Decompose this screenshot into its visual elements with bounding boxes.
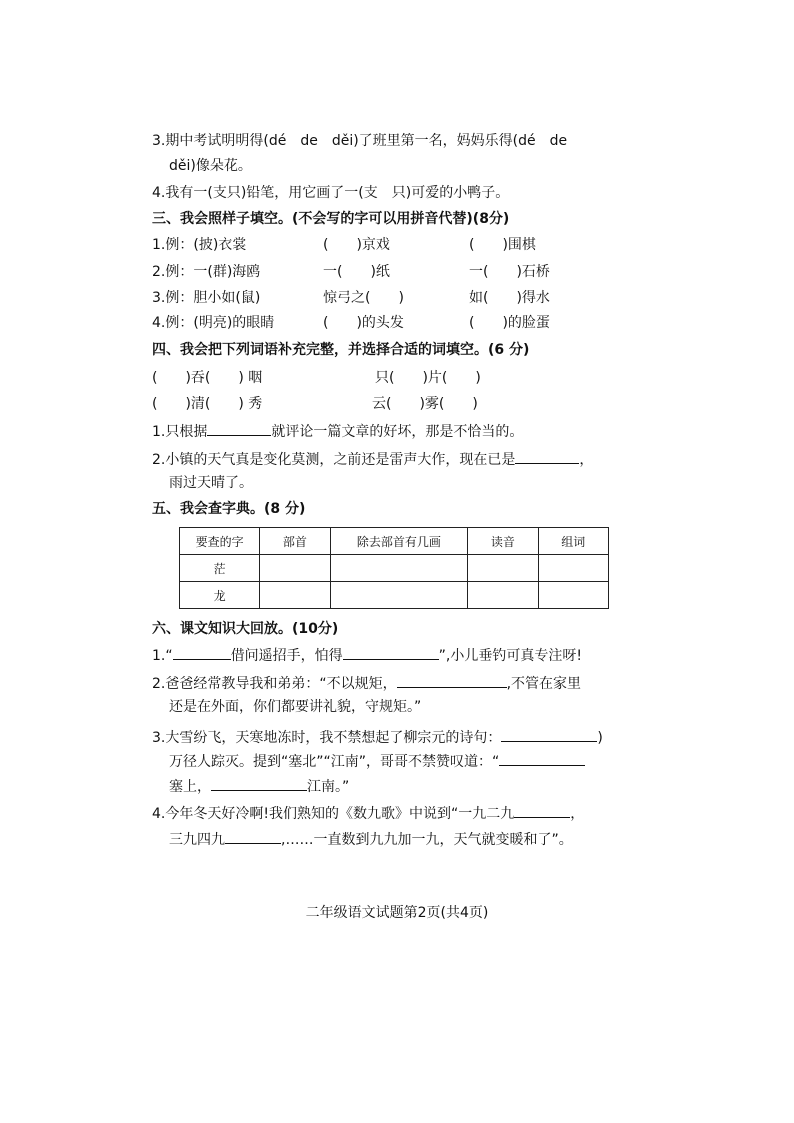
cell-blank[interactable] — [538, 582, 608, 609]
q3-2-blank-a[interactable]: 一( )纸 — [323, 264, 390, 280]
q4-sentence-2-cont: 雨过天晴了。 — [169, 475, 253, 491]
q3-4-example: 4.例：(明亮)的眼睛 — [152, 315, 275, 331]
q6-3-blank-3[interactable] — [211, 776, 307, 791]
q6-3 — [152, 727, 603, 748]
q6-4-d: ,……一直数到九九加一九，天气就变暖和了”。 — [281, 832, 573, 848]
row-char: 龙 — [180, 582, 260, 609]
q6-3-e: 江南。” — [307, 779, 350, 795]
q6-4-cont — [169, 829, 573, 850]
col-radical: 部首 — [260, 528, 330, 555]
q3-1-example: 1.例：(披)衣裳 — [152, 237, 247, 253]
section-5-title: 五、我会查字典。(8 分) — [152, 501, 306, 517]
table-row — [180, 582, 609, 609]
q6-1-c: ”,小儿垂钓可真专注呀! — [438, 648, 582, 664]
q6-4-blank-1[interactable] — [514, 803, 570, 818]
q4-sentence-2 — [152, 449, 593, 470]
cell-blank[interactable] — [538, 555, 608, 582]
q2-3-line1: 3.期中考试明明得(dé de děi)了班里第一名，妈妈乐得(dé de — [152, 133, 568, 149]
q6-3-cont2 — [169, 776, 349, 797]
q4-word-4[interactable]: 云( )雾( ) — [372, 396, 478, 412]
q2-3-line2: děi)像朵花。 — [169, 158, 252, 174]
q4-s1-end: 就评论一篇文章的好坏，那是不恰当的。 — [271, 424, 524, 440]
q6-1-b: 借问遥招手，怕得 — [230, 648, 343, 664]
row-char: 茫 — [180, 555, 260, 582]
q6-2-a: 2.爸爸经常教导我和弟弟：“不以规矩， — [152, 676, 397, 692]
q3-4-blank-a[interactable]: ( )的头发 — [323, 315, 404, 331]
q4-word-3[interactable]: ( )清( ) 秀 — [152, 396, 263, 412]
q6-4-b: ， — [570, 806, 585, 822]
q4-s2-blank[interactable] — [515, 449, 579, 464]
q4-word-2[interactable]: 只( )片( ) — [375, 370, 481, 386]
q3-2-blank-b[interactable]: 一( )石桥 — [469, 264, 550, 280]
q6-3-c: 万径人踪灭。提到“塞北”“江南”，哥哥不禁赞叹道：“ — [169, 754, 500, 770]
cell-blank[interactable] — [468, 582, 538, 609]
q6-3-d: 塞上， — [169, 779, 211, 795]
q6-4-blank-2[interactable] — [225, 829, 281, 844]
q3-1-blank-a[interactable]: ( )京戏 — [323, 237, 390, 253]
col-word: 组词 — [538, 528, 608, 555]
q4-s1-start: 1.只根据 — [152, 424, 208, 440]
q6-3-blank-1[interactable] — [501, 727, 597, 742]
q6-3-cont — [169, 751, 585, 772]
q6-1-a: 1.“ — [152, 648, 173, 664]
q2-4: 4.我有一(支只)铅笔，用它画了一(支 只)可爱的小鸭子。 — [152, 185, 510, 201]
cell-blank[interactable] — [260, 582, 330, 609]
q6-4-c: 三九四九 — [169, 832, 225, 848]
q6-4 — [152, 803, 584, 824]
q6-3-blank-2[interactable] — [499, 751, 585, 766]
col-strokes: 除去部首有几画 — [330, 528, 468, 555]
q6-1 — [152, 645, 582, 666]
q4-s2-comma: ， — [579, 452, 594, 468]
section-4-title: 四、我会把下列词语补充完整，并选择合适的词填空。(6 分) — [152, 342, 530, 358]
cell-blank[interactable] — [330, 582, 468, 609]
table-row — [180, 555, 609, 582]
col-pinyin: 读音 — [468, 528, 538, 555]
q3-3-blank-b[interactable]: 如( )得水 — [469, 290, 550, 306]
section-6-title: 六、课文知识大回放。(10分) — [152, 621, 339, 637]
q6-2-b: ,不管在家里 — [506, 676, 582, 692]
q6-3-a: 3.大雪纷飞，天寒地冻时，我不禁想起了柳宗元的诗句： — [152, 730, 502, 746]
col-char: 要查的字 — [180, 528, 260, 555]
q4-s2-start: 2.小镇的天气真是变化莫测，之前还是雷声大作，现在已是 — [152, 452, 516, 468]
dictionary-table — [179, 527, 609, 609]
q4-s1-blank[interactable] — [207, 421, 271, 436]
q4-sentence-1 — [152, 421, 523, 442]
q6-1-blank-1[interactable] — [173, 645, 231, 660]
q3-1-blank-b[interactable]: ( )围棋 — [469, 237, 536, 253]
q3-3-example: 3.例：胆小如(鼠) — [152, 290, 261, 306]
cell-blank[interactable] — [330, 555, 468, 582]
q4-word-1[interactable]: ( )吞( ) 咽 — [152, 370, 263, 386]
page-footer: 二年级语文试题第2页(共4页) — [305, 905, 489, 921]
q3-2-example: 2.例：一(群)海鸥 — [152, 264, 261, 280]
section-3-title: 三、我会照样子填空。(不会写的字可以用拼音代替)(8分) — [152, 211, 510, 227]
q6-2 — [152, 673, 581, 694]
q6-2-blank[interactable] — [397, 673, 507, 688]
q6-2-cont: 还是在外面，你们都要讲礼貌，守规矩。” — [169, 699, 422, 715]
q6-4-a: 4.今年冬天好冷啊!我们熟知的《数九歌》中说到“一九二九 — [152, 806, 515, 822]
cell-blank[interactable] — [468, 555, 538, 582]
q6-1-blank-2[interactable] — [343, 645, 439, 660]
table-header-row — [180, 528, 609, 555]
q6-3-b: ) — [597, 730, 603, 746]
q3-4-blank-b[interactable]: ( )的脸蛋 — [469, 315, 550, 331]
q3-3-blank-a[interactable]: 惊弓之( ) — [323, 290, 404, 306]
cell-blank[interactable] — [260, 555, 330, 582]
